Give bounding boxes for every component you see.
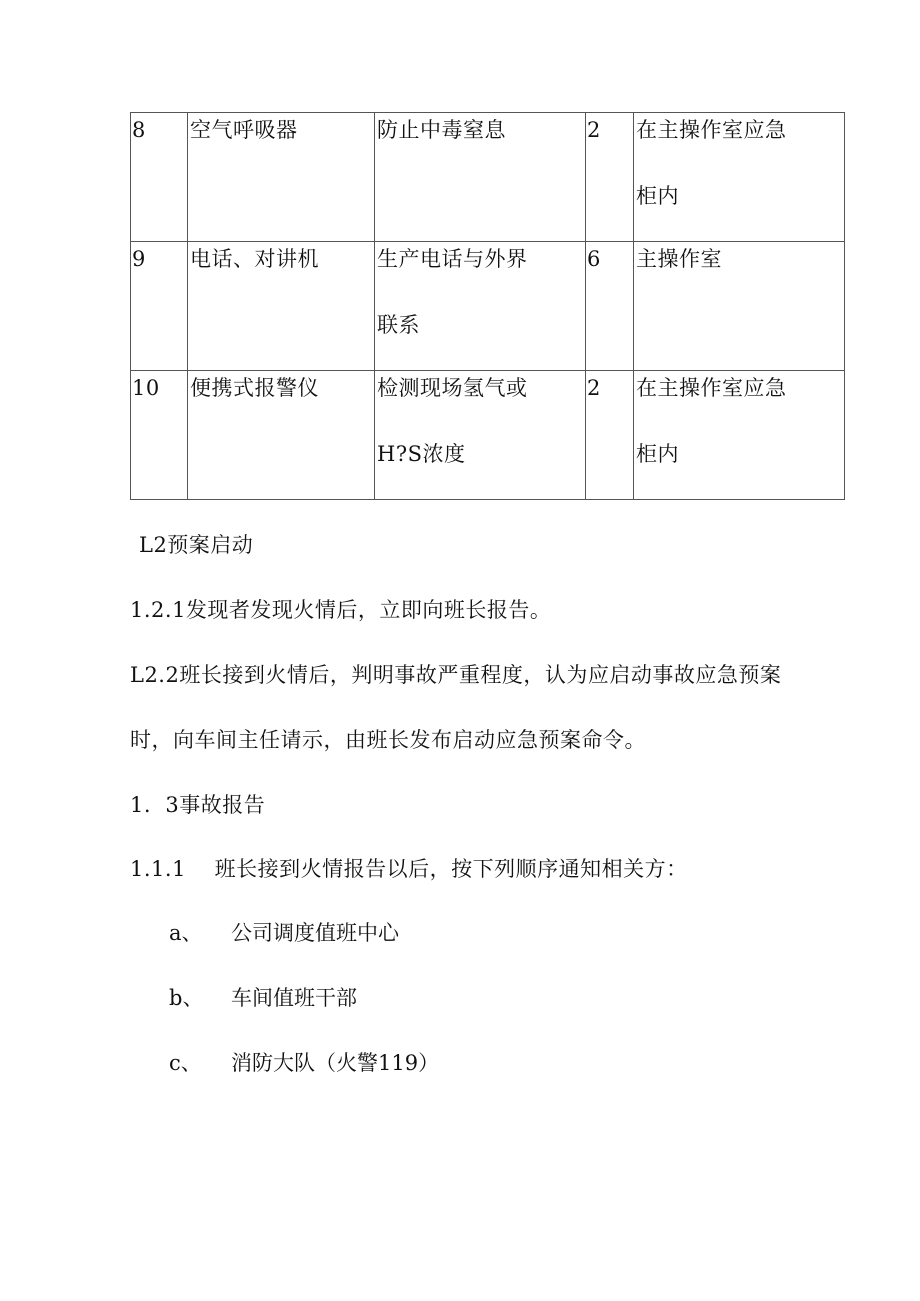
list-item [169,1053,439,1074]
cell-location: 主操作室 [634,242,845,371]
table-row [131,371,845,500]
table-row [131,242,845,371]
list-text: 公司调度值班中心 [231,921,399,945]
cell-equipment-name: 空气呼吸器 [188,113,375,242]
cell-purpose: 生产电话与外界联系 [375,242,586,371]
equipment-table [130,112,845,500]
section-heading-incident-report: 1. 3事故报告 [130,793,266,817]
list-text: 车间值班干部 [231,986,357,1010]
list-marker: c、 [169,1051,202,1075]
list-text: 消防大队（火警119） [231,1051,440,1075]
paragraph-1-2-2-line1: L2.2班长接到火情后，判明事故严重程度，认为应启动事故应急预案 [130,663,782,687]
list-item [169,923,399,944]
paragraph-1-2-1: 1.2.1发现者发现火情后，立即向班长报告。 [130,598,552,622]
cell-quantity: 2 [586,371,634,500]
table-row [131,113,845,242]
cell-number: 10 [131,371,188,500]
section-heading-plan-activation: L2预案启动 [139,533,254,557]
cell-location: 在主操作室应急柜内 [634,371,845,500]
paragraph-1-1-1: 1.1.1 班长接到火情报告以后，按下列顺序通知相关方： [130,857,688,881]
cell-equipment-name: 电话、对讲机 [188,242,375,371]
paragraph-1-2-2-line2: 时，向车间主任请示，由班长发布启动应急预案命令。 [130,728,646,752]
cell-purpose: 防止中毒窒息 [375,113,586,242]
cell-number: 8 [131,113,188,242]
cell-number: 9 [131,242,188,371]
cell-equipment-name: 便携式报警仪 [188,371,375,500]
cell-purpose: 检测现场氢气或H?S浓度 [375,371,586,500]
cell-quantity: 6 [586,242,634,371]
cell-quantity: 2 [586,113,634,242]
list-item [169,988,357,1009]
list-marker: b、 [169,986,204,1010]
list-marker: a、 [169,921,203,945]
cell-location: 在主操作室应急柜内 [634,113,845,242]
